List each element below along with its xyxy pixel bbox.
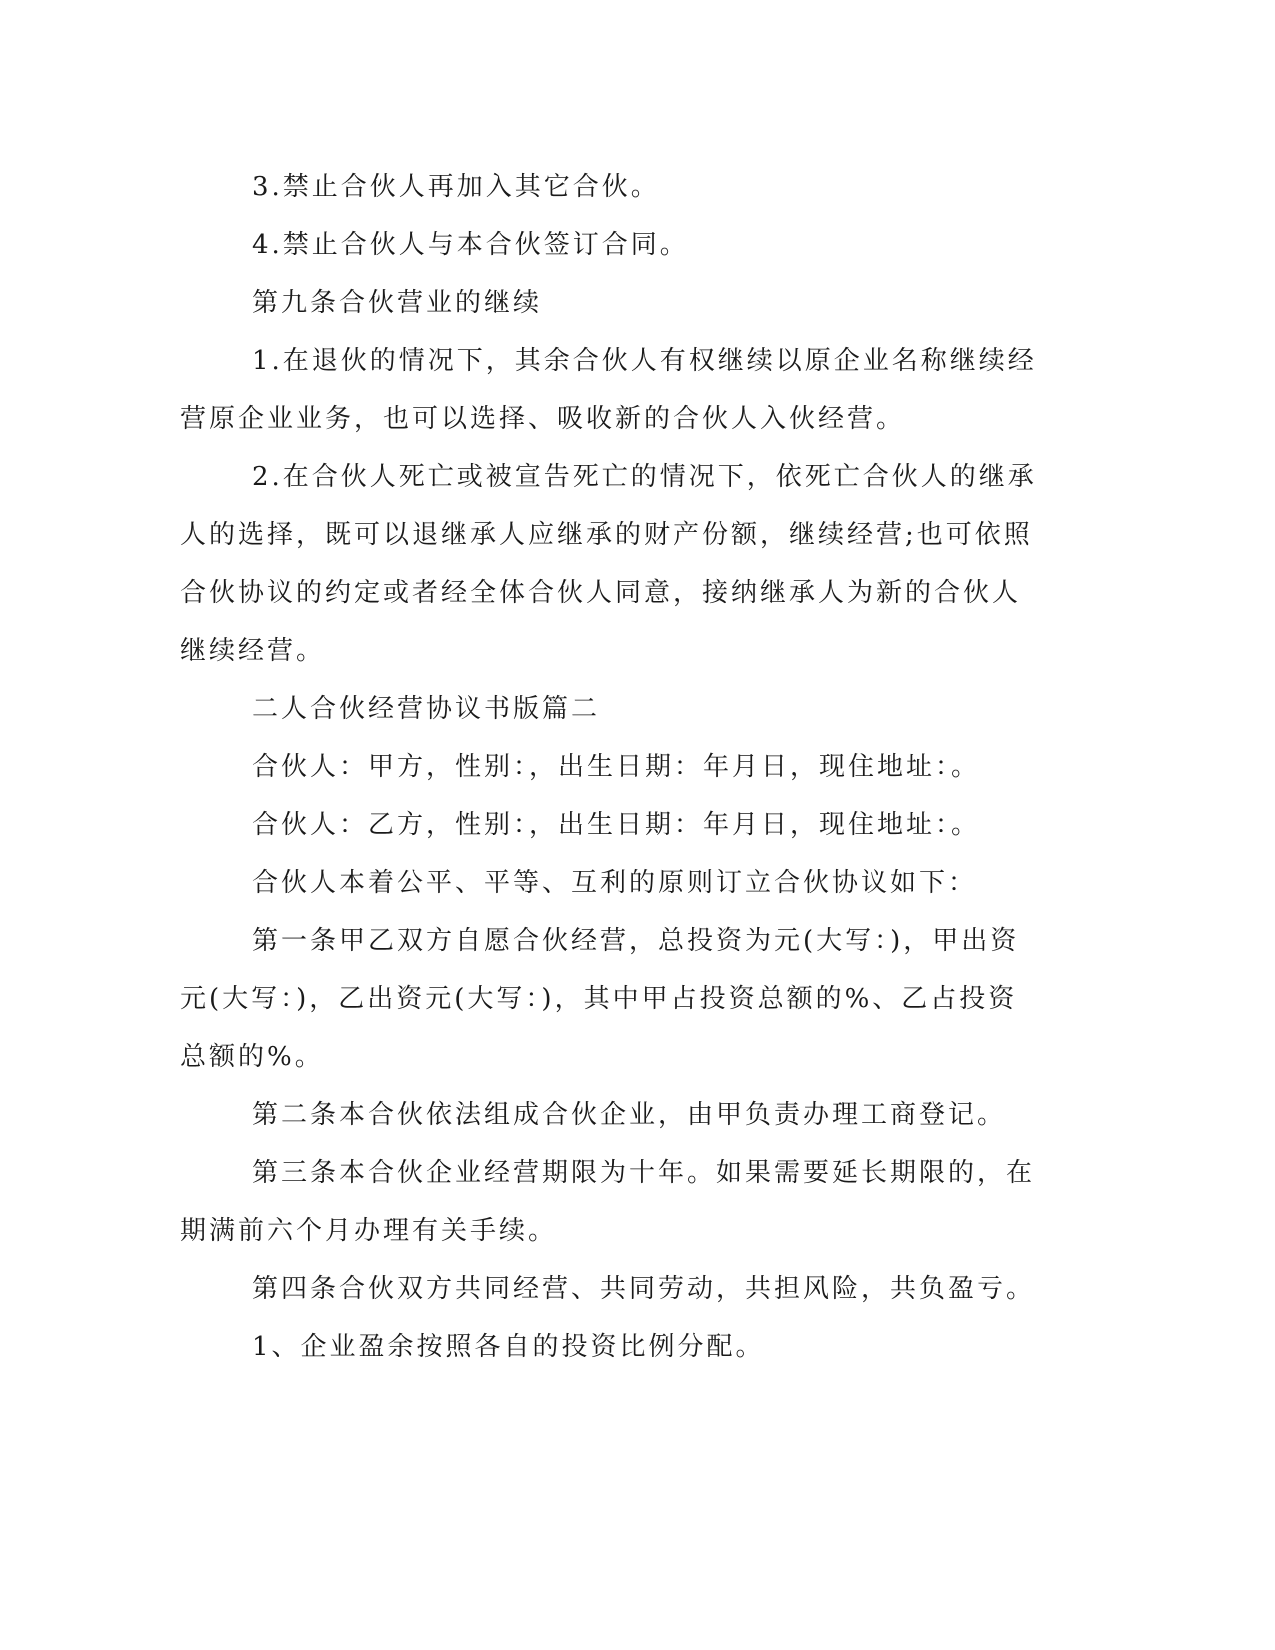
partner-b-info: 合伙人：乙方，性别：，出生日期：年月日，现住地址：。 [252,810,981,840]
article-9-heading: 第九条合伙营业的继续 [252,288,543,318]
section-title-part-two: 二人合伙经营协议书版篇二 [252,694,601,724]
article-1-investment: 第一条甲乙双方自愿合伙经营，总投资为元(大写：)，甲出资元(大写：)，乙出资元(大写：)，其中甲占投资总额的%、乙占投资总额的%。 [180,926,1020,1072]
article-3-term: 第三条本合伙企业经营期限为十年。如果需要延长期限的，在期满前六个月办理有关手续。 [180,1158,1036,1246]
paragraph-prohibit-join-other: 3.禁止合伙人再加入其它合伙。 [252,172,660,202]
paragraph-death-continuation: 2.在合伙人死亡或被宣告死亡的情况下，依死亡合伙人的继承人的选择，既可以退继承人应继承的财产份额，继续经营;也可依照合伙协议的约定或者经全体合伙人同意，接纳继承人为新的合伙人继续经营。 [180,462,1037,666]
article-4-joint-operation: 第四条合伙双方共同经营、共同劳动，共担风险，共负盈亏。 [252,1274,1036,1304]
paragraph-withdrawal-continuation: 1.在退伙的情况下，其余合伙人有权继续以原企业名称继续经营原企业业务，也可以选择、吸收新的合伙人入伙经营。 [180,346,1037,434]
paragraph-profit-distribution: 1、企业盈余按照各自的投资比例分配。 [252,1332,765,1362]
paragraph-prohibit-contract: 4.禁止合伙人与本合伙签订合同。 [252,230,689,260]
article-2-registration: 第二条本合伙依法组成合伙企业，由甲负责办理工商登记。 [252,1100,1007,1130]
agreement-preamble: 合伙人本着公平、平等、互利的原则订立合伙协议如下： [252,868,978,898]
partner-a-info: 合伙人：甲方，性别：，出生日期：年月日，现住地址：。 [252,752,981,782]
document-body [180,158,1040,1376]
